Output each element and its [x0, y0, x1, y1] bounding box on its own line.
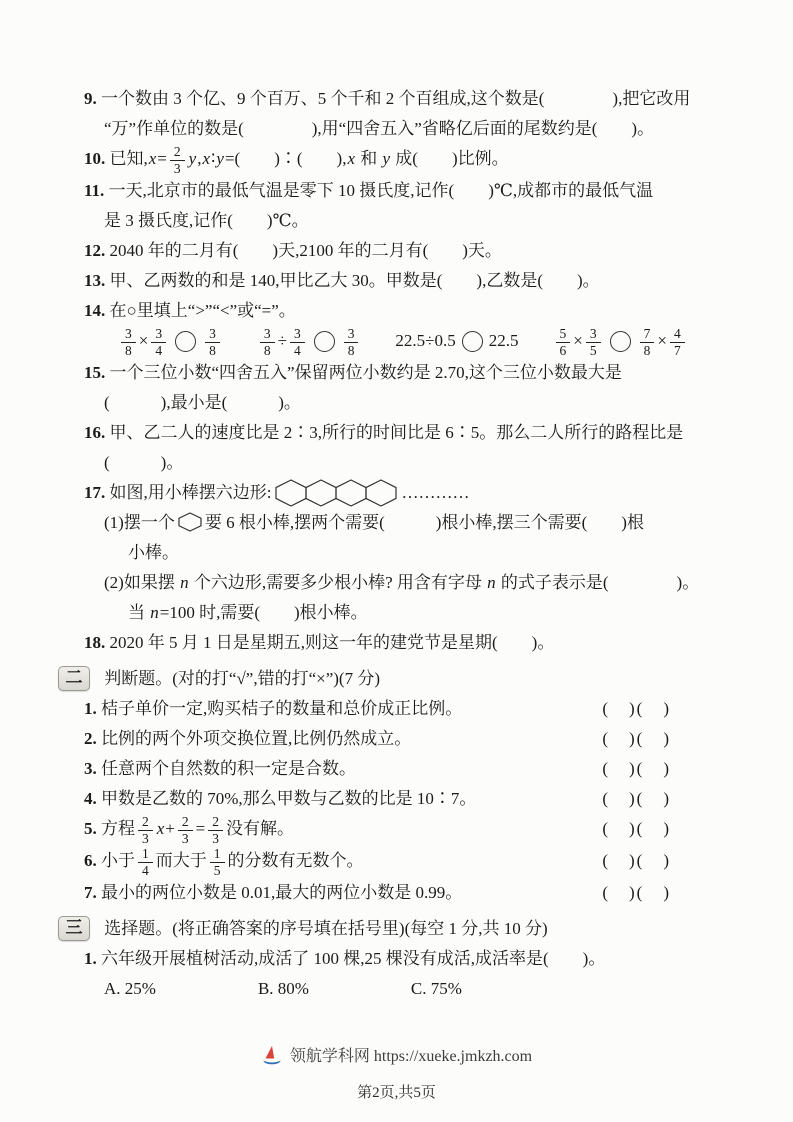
- fraction-denominator: 4: [155, 342, 163, 358]
- math-variable: y: [382, 149, 391, 168]
- text-run: 成( )比例。: [391, 149, 509, 168]
- fraction: [178, 814, 193, 846]
- text-run: 的式子表示是( )。: [496, 573, 700, 593]
- math-variable: y: [188, 149, 197, 168]
- text-run: 甲、乙两数的和是 140,甲比乙大 30。甲数是( ),乙数是( )。: [105, 271, 600, 291]
- text-run: =: [195, 819, 206, 839]
- line-content: [84, 483, 469, 502]
- line-content: [84, 89, 690, 108]
- text-run: 个六边形,需要多少根小棒? 用含有字母: [189, 573, 487, 593]
- fraction-numerator: 3: [121, 326, 136, 343]
- text-run: ( )。: [104, 453, 184, 473]
- text-run: 小棒。: [128, 543, 179, 563]
- footer-site: [0, 1043, 793, 1066]
- text-run: 当: [128, 603, 150, 623]
- line-content: [104, 393, 301, 412]
- answer-brackets: ( )( ): [602, 883, 671, 903]
- line-content: [84, 814, 602, 846]
- text-run: 而大于: [155, 851, 207, 871]
- text-run: 六年级开展植树活动,成活了 100 棵,25 棵没有成活,成活率是( )。: [96, 949, 606, 969]
- text-line: [84, 784, 717, 814]
- question-number: 13.: [84, 271, 106, 291]
- text-run: ×: [657, 331, 667, 351]
- answer-brackets: ( )( ): [602, 819, 671, 839]
- text-line: [84, 508, 717, 538]
- line-content: [84, 694, 602, 724]
- question-number: 17.: [84, 483, 106, 503]
- question-number: 14.: [84, 301, 106, 321]
- fraction-denominator: 8: [125, 342, 132, 358]
- line-content: [128, 603, 368, 622]
- hexagon-shape: [306, 480, 336, 506]
- text-run: =: [157, 149, 167, 168]
- text-line: [84, 878, 717, 908]
- line-content: [84, 301, 296, 320]
- text-run: 2040 年的二月有( )天,2100 年的二月有( )天。: [105, 241, 502, 261]
- text-run: =( )∶( ),: [224, 149, 347, 168]
- math-variable: n: [180, 573, 189, 593]
- text-run: (2)如果摆: [104, 573, 180, 593]
- answer-brackets: ( )( ): [602, 699, 671, 719]
- fraction-denominator: 4: [293, 342, 301, 358]
- text-run: 没有解。: [225, 819, 294, 839]
- question-number: 12.: [84, 241, 106, 261]
- question-number: 11.: [84, 181, 105, 201]
- text-run: 要 6 根小棒,摆两个需要( )根小棒,摆三个需要( )根: [204, 513, 644, 533]
- fraction: [170, 144, 185, 176]
- math-variable: x: [148, 149, 157, 168]
- line-content: [104, 211, 309, 230]
- text-line: [84, 448, 717, 478]
- text-line: [84, 206, 717, 236]
- fraction: [138, 814, 153, 846]
- answer-brackets: ( )( ): [602, 851, 671, 871]
- text-run: 在○里填上“>”“<”或“=”。: [105, 301, 296, 321]
- fraction-denominator: 4: [142, 862, 149, 878]
- fraction: [670, 326, 685, 358]
- line-content: [58, 669, 380, 688]
- section-header-choice: [58, 914, 717, 944]
- fraction-numerator: 2: [170, 144, 185, 161]
- text-line: [84, 974, 717, 1004]
- question-number: 15.: [84, 363, 106, 383]
- text-run: 和: [356, 149, 382, 168]
- hexagon-shape: [276, 480, 306, 506]
- line-content: [104, 573, 699, 592]
- text-run: 甲、乙二人的速度比是 2∶3,所行的时间比是 6∶5。那么二人所行的路程比是: [105, 423, 684, 443]
- question-number: 4.: [84, 789, 97, 809]
- fraction-denominator: 8: [263, 342, 271, 358]
- hexagon-shape: [366, 480, 396, 506]
- compare-circle: [462, 331, 483, 352]
- text-run: ×: [138, 331, 149, 351]
- text-run: 如图,用小棒摆六边形:: [105, 483, 272, 503]
- fraction-denominator: 7: [673, 342, 681, 358]
- fraction: [586, 326, 601, 358]
- answer-brackets: ( )( ): [602, 759, 671, 779]
- line-content: [84, 724, 602, 754]
- line-content: [84, 784, 602, 814]
- fraction: [344, 326, 359, 358]
- text-line: [84, 538, 717, 568]
- fraction-denominator: 8: [347, 342, 355, 358]
- text-run: “万”作单位的数是( ),用“四舍五入”省略亿后面的尾数约是( )。: [104, 119, 655, 138]
- text-run: 2020 年 5 月 1 日是星期五,则这一年的建党节是星期( )。: [105, 633, 555, 653]
- question-number: 18.: [84, 633, 106, 653]
- fraction-numerator: 5: [556, 326, 571, 343]
- question-number: 6.: [84, 851, 97, 871]
- text-line: [84, 694, 717, 724]
- fraction-numerator: 2: [138, 814, 153, 831]
- line-content: [104, 119, 654, 138]
- answer-brackets: ( )( ): [602, 789, 671, 809]
- text-run: 一天,北京市的最低气温是零下 10 摄氏度,记作( )℃,成都市的最低气温: [104, 181, 654, 201]
- math-variable: x: [347, 149, 355, 168]
- fraction-numerator: 3: [151, 326, 166, 343]
- text-run: ∶: [210, 149, 216, 168]
- fraction: [260, 326, 275, 358]
- line-content: [104, 979, 462, 998]
- text-line: [84, 568, 717, 598]
- fraction: [210, 846, 225, 878]
- text-line: [84, 724, 717, 754]
- question-number: 9.: [84, 89, 97, 108]
- line-content: [104, 513, 644, 532]
- line-content: [84, 271, 600, 290]
- text-line: [84, 236, 717, 266]
- fraction-denominator: 8: [209, 342, 216, 358]
- line-content: [84, 363, 622, 382]
- question-number: 2.: [84, 729, 97, 749]
- question-number: 1.: [84, 699, 97, 719]
- hexagon-chain-figure: [275, 479, 397, 507]
- question-number: 10.: [84, 149, 106, 168]
- text-run: [223, 331, 257, 350]
- text-line: [84, 176, 717, 206]
- line-content: [84, 949, 605, 968]
- fraction: [208, 814, 223, 846]
- text-run: 已知,: [105, 149, 148, 168]
- math-variable: n: [487, 573, 496, 593]
- fraction-numerator: 3: [205, 326, 220, 343]
- line-content: [84, 241, 502, 260]
- fraction: [121, 326, 136, 358]
- answer-brackets: ( )( ): [602, 729, 671, 749]
- text-run: 甲数是乙数的 70%,那么甲数与乙数的比是 10∶7。: [96, 789, 477, 809]
- line-content: [84, 846, 602, 878]
- text-run: 选择题。(将正确答案的序号填在括号里)(每空 1 分,共 10 分): [100, 919, 548, 939]
- text-run: ÷: [277, 331, 287, 351]
- text-run: 是 3 摄氏度,记作( )℃。: [104, 211, 309, 231]
- fraction-numerator: 3: [290, 326, 305, 343]
- fraction-numerator: 3: [344, 326, 359, 343]
- line-content: [118, 326, 688, 358]
- section-header-judge: [58, 664, 717, 694]
- text-run: 一个三位小数“四舍五入”保留两位小数约是 2.70,这个三位小数最大是: [105, 363, 622, 383]
- text-run: +: [165, 819, 175, 839]
- line-content: [84, 181, 653, 200]
- text-line: [84, 296, 717, 326]
- text-run: 的分数有无数个。: [227, 851, 364, 871]
- text-line: [84, 326, 717, 358]
- fraction-denominator: 3: [181, 830, 189, 846]
- text-run: =100 时,需要( )根小棒。: [159, 603, 368, 623]
- text-run: 22.5÷0.5: [361, 331, 456, 351]
- footer-page-number: 第2页,共5页: [357, 1085, 436, 1101]
- fraction-numerator: 2: [208, 814, 223, 831]
- fraction-numerator: 4: [670, 326, 685, 343]
- fraction-denominator: 3: [173, 160, 181, 176]
- text-line: [84, 358, 717, 388]
- text-run: …………: [401, 483, 470, 503]
- footer-site-text: 领航学科网 https://xueke.jmkzh.com: [289, 1048, 533, 1065]
- text-run: 判断题。(对的打“√”,错的打“×”)(7 分): [100, 669, 380, 689]
- text-line: [84, 388, 717, 418]
- text-run: 任意两个自然数的积一定是合数。: [96, 759, 356, 779]
- text-line: [84, 114, 717, 144]
- text-run: 方程: [96, 819, 135, 839]
- math-variable: y: [216, 149, 224, 168]
- fraction-numerator: 3: [586, 326, 601, 343]
- text-run: 一个数由 3 个亿、9 个百万、5 个千和 2 个百组成,这个数是( ),把它改用: [96, 89, 691, 108]
- fraction: [151, 326, 166, 358]
- text-line: [84, 814, 717, 846]
- fraction: [138, 846, 153, 878]
- text-run: 比例的两个外项交换位置,比例仍然成立。: [96, 729, 412, 749]
- line-content: [104, 453, 183, 472]
- text-run: ,: [197, 149, 202, 168]
- compare-circle: [314, 331, 335, 352]
- text-run: ( ),最小是( )。: [104, 393, 301, 413]
- fraction: [205, 326, 220, 358]
- hexagon-shape: [179, 513, 201, 531]
- fraction-denominator: 5: [589, 342, 597, 358]
- fraction-numerator: 1: [138, 846, 153, 863]
- fraction-numerator: 3: [260, 326, 275, 343]
- text-run: ×: [573, 331, 583, 351]
- math-variable: x: [156, 819, 165, 839]
- text-line: [84, 846, 717, 878]
- math-variable: n: [150, 603, 159, 623]
- text-run: 22.5: [488, 331, 553, 351]
- fraction-denominator: 3: [142, 830, 149, 846]
- line-content: [84, 423, 683, 442]
- hexagon-shape: [336, 480, 366, 506]
- section-badge: 二: [58, 666, 90, 691]
- line-content: [84, 144, 509, 176]
- fraction: [556, 326, 571, 358]
- text-run: 桔子单价一定,购买桔子的数量和总价成正比例。: [96, 699, 463, 719]
- math-variable: x: [202, 149, 210, 168]
- text-line: [84, 598, 717, 628]
- text-line: [84, 418, 717, 448]
- question-number: 3.: [84, 759, 97, 779]
- fraction: [290, 326, 305, 358]
- question-number: 5.: [84, 819, 97, 839]
- hexagon-icon: [178, 512, 202, 532]
- text-line: [84, 628, 717, 658]
- section-badge: 三: [58, 916, 90, 941]
- text-run: A. 25% B. 80% C. 75%: [104, 979, 462, 999]
- text-line: [84, 84, 717, 114]
- text-run: 最小的两位小数是 0.01,最大的两位小数是 0.99。: [96, 883, 463, 903]
- fraction-numerator: 1: [210, 846, 225, 863]
- fraction-numerator: 7: [640, 326, 655, 343]
- text-line: [84, 266, 717, 296]
- site-logo-icon: [261, 1044, 283, 1066]
- fraction-denominator: 3: [212, 830, 219, 846]
- compare-circle: [610, 331, 631, 352]
- line-content: [128, 543, 179, 562]
- question-number: 16.: [84, 423, 106, 443]
- line-content: [58, 919, 548, 938]
- text-line: [84, 754, 717, 784]
- fraction: [640, 326, 655, 358]
- compare-circle: [175, 331, 196, 352]
- line-content: [84, 633, 554, 652]
- line-content: [84, 878, 602, 908]
- text-line: [84, 144, 717, 176]
- fraction-numerator: 2: [178, 814, 193, 831]
- line-content: [84, 754, 602, 784]
- fraction-denominator: 6: [559, 342, 567, 358]
- question-number: 7.: [84, 883, 97, 903]
- text-run: (1)摆一个: [104, 513, 175, 533]
- text-line: [84, 478, 717, 508]
- text-run: 小于: [96, 851, 135, 871]
- fraction-denominator: 5: [213, 862, 221, 878]
- question-number: 1.: [84, 949, 97, 969]
- text-line: [84, 944, 717, 974]
- fraction-denominator: 8: [643, 342, 651, 358]
